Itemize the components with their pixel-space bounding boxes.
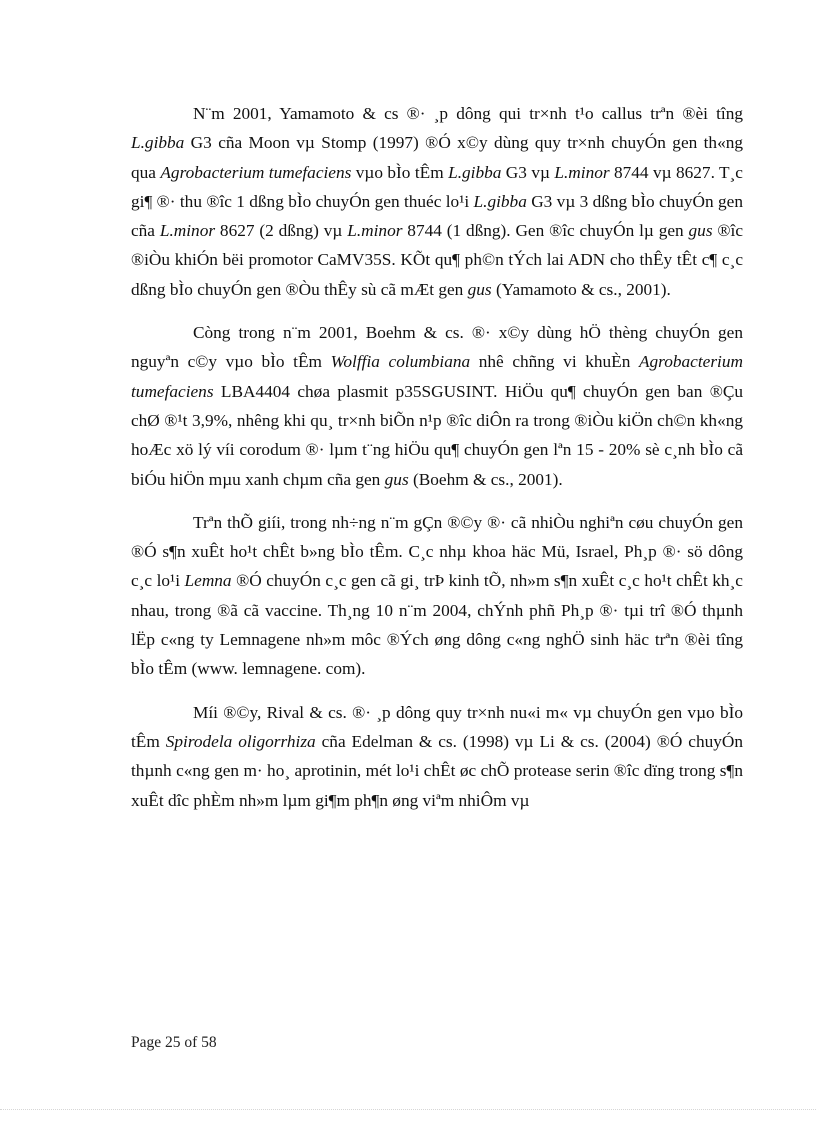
italic-term: gus <box>467 279 492 299</box>
text-run: G3 vµ 3 dßng bÌo chuyÓn gen cña <box>131 191 743 241</box>
text-run: 8744 (1 dßng). Gen ®îc chuyÓn lµ gen <box>402 221 689 241</box>
text-run: G3 cña Moon vµ Stomp (1997) ®Ó x©y dùng quy tr×nh chuyÓn gen th«ng qua <box>131 133 743 182</box>
italic-term: L.gibba <box>473 191 527 211</box>
paragraph <box>131 508 743 684</box>
italic-term: gus <box>688 221 713 241</box>
page-bottom-rule <box>0 1109 816 1110</box>
paragraph <box>131 99 743 304</box>
text-run: Còng trong n¨m 2001, Boehm & cs. ®· x©y dùng hÖ thèng chuyÓn gen nguyªn c©y vµo bÌo tÊm <box>131 323 743 372</box>
italic-term: Agrobacterium tumefaciens <box>160 162 352 182</box>
text-run: G3 vµ <box>501 162 555 182</box>
italic-term: L.gibba <box>131 133 185 153</box>
text-run: 8744 vµ 8627. T¸c gi¶ ®· thu ®îc 1 dßng bÌo chuyÓn gen thuéc lo¹i <box>131 162 743 211</box>
paragraph <box>131 318 743 494</box>
text-run: cña Edelman & cs. (1998) vµ Li & cs. (2004) ®Ó chuyÓn thµnh c«ng gen m· ho¸ aprotinin, mét lo¹i chÊt øc chÕ protease serin ®îc dïng trong s¶n xuÊt dîc phÈm nh»m lµm gi¶m ph¶n øng viªm nhiÔm vµ <box>131 731 743 810</box>
text-run: (Yamamoto & cs., 2001). <box>491 279 671 299</box>
italic-term: Wolffia columbiana <box>330 352 471 372</box>
body-text <box>131 99 743 829</box>
italic-term: L.minor <box>347 221 403 241</box>
italic-term: Agrobacterium tumefaciens <box>131 352 743 401</box>
text-run: N¨m 2001, Yamamoto & cs ®· ¸p dông qui tr×nh t¹o callus trªn ®èi tîng <box>193 104 743 123</box>
italic-term: L.minor <box>554 162 610 182</box>
text-run: vµo bÌo tÊm <box>351 162 449 182</box>
italic-term: L.minor <box>159 221 216 241</box>
text-run: (Boehm & cs., 2001). <box>408 469 563 489</box>
italic-term: Spirodela oligorrhiza <box>165 731 316 751</box>
text-run: nhê chñng vi khuÈn <box>470 352 639 372</box>
text-run: 8627 (2 dßng) vµ <box>215 221 348 241</box>
italic-term: Lemna <box>184 571 232 591</box>
italic-term: L.gibba <box>448 162 502 182</box>
page-number: Page 25 of 58 <box>131 1034 217 1051</box>
text-run: ®îc ®iÒu khiÓn bëi promotor CaMV35S. KÕt qu¶ ph©n tÝch lai ADN cho thÊy tÊt c¶ c¸c dßng bÌo chuyÓn gen ®Òu thÊy sù cã mÆt gen <box>131 221 743 299</box>
paragraph <box>131 698 743 815</box>
italic-term: gus <box>384 469 409 489</box>
text-run: LBA4404 chøa plasmit p35SGUSINT. HiÖu qu¶ chuyÓn gen ban ®Çu chØ ®¹t 3,9%, nhêng khi qu¸ tr×nh biÕn n¹p ®îc diÔn ra trong ®iÒu kiÖn ch©n kh«ng hoÆc xö lý víi corodum ®· lµm t¨ng hiÖu qu¶ chuyÓn gen lªn 15 - 20% sè c¸nh bÌo cã biÓu hiÖn mµu xanh chµm cña gen <box>131 381 743 489</box>
text-run: Míi ®©y, Rival & cs. ®· ¸p dông quy tr×nh nu«i m« vµ chuyÓn gen vµo bÌo tÊm <box>131 702 743 751</box>
text-run: ®Ó chuyÓn c¸c gen cã gi¸ trÞ kinh tÕ, nh»m s¶n xuÊt c¸c ho¹t chÊt kh¸c nhau, trong ®ã cã vaccine. Th¸ng 10 n¨m 2004, chÝnh phñ Ph¸p ®· tµi trî ®Ó thµnh lËp c«ng ty Lemnagene nh»m môc ®Ých øng dông c«ng nghÖ sinh häc trªn ®èi tîng bÌo tÊm (www. lemnagene. com). <box>131 571 743 679</box>
text-run: Trªn thÕ giíi, trong nh÷ng n¨m gÇn ®©y ®· cã nhiÒu nghiªn cøu chuyÓn gen ®Ó s¶n xuÊt ho¹t chÊt b»ng bÌo tÊm. C¸c nhµ khoa häc Mü, Israel, Ph¸p ®· sö dông c¸c lo¹i <box>131 512 743 591</box>
